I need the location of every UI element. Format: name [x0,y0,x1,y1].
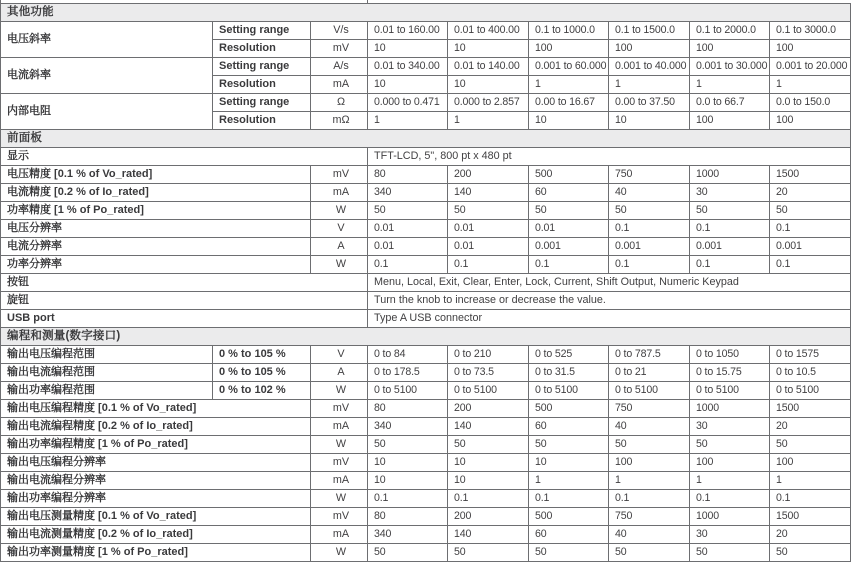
row-value: 40 [609,418,690,436]
row-value: 750 [609,508,690,526]
row-value: Turn the knob to increase or decrease the value. [368,292,851,310]
row-value: 140 [448,184,529,202]
row-value: 50 [690,202,770,220]
row-value: 50 [529,202,609,220]
row-value: 0.1 [368,256,448,274]
row-subcell: Setting range [213,94,311,112]
row-value: 10 [529,112,609,130]
row-value: 0.1 [609,490,690,508]
row-value: 0.01 to 140.00 [448,58,529,76]
row-value: 50 [609,544,690,562]
row-value: 0.01 to 160.00 [368,22,448,40]
row-value: 1 [529,472,609,490]
row-value: 0.1 [529,490,609,508]
row-value: 1500 [770,400,851,418]
row-unit: mV [311,166,368,184]
section-header-row [1,328,851,346]
row-value: 340 [368,526,448,544]
row-value: 0.1 [529,256,609,274]
row-value: 1500 [770,166,851,184]
row-value: 10 [529,454,609,472]
row-label: 电流斜率 [1,58,213,94]
row-label: 电压斜率 [1,22,213,58]
row-label: 旋钮 [1,292,368,310]
row-label: 电流分辨率 [1,238,311,256]
row-value: 200 [448,166,529,184]
row-unit: V [311,346,368,364]
row-unit: V/s [311,22,368,40]
row-unit: W [311,256,368,274]
row-value: 0 to 178.5 [368,364,448,382]
row-value: 0.01 [368,220,448,238]
table-row [1,184,851,202]
row-unit: W [311,382,368,400]
row-value: 0 to 1050 [690,346,770,364]
row-value: 10 [448,76,529,94]
row-value: 0.1 to 1000.0 [529,22,609,40]
row-value: 0.1 [770,220,851,238]
row-label: 输出功率编程精度 [1 % of Po_rated] [1,436,311,454]
row-value: 100 [690,112,770,130]
row-value: 0 to 10.5 [770,364,851,382]
row-value: 100 [609,454,690,472]
row-label: 输出电压测量精度 [0.1 % of Vo_rated] [1,508,311,526]
table-row [1,454,851,472]
row-value: 50 [368,202,448,220]
table-row [1,418,851,436]
row-label: 电压精度 [0.1 % of Vo_rated] [1,166,311,184]
row-unit: A [311,364,368,382]
table-row [1,346,851,364]
row-value: 1 [529,76,609,94]
row-value: 0.00 to 16.67 [529,94,609,112]
row-subcell: Resolution [213,112,311,130]
row-value: 10 [448,40,529,58]
row-unit: mV [311,454,368,472]
table-row [1,22,851,40]
row-value: 1 [609,76,690,94]
row-value: 0.0 to 150.0 [770,94,851,112]
row-unit: A/s [311,58,368,76]
row-subcell: 0 % to 105 % [213,346,311,364]
row-label: 按钮 [1,274,368,292]
row-value: 0 to 21 [609,364,690,382]
row-value: 0 to 5100 [690,382,770,400]
row-value: 1000 [690,508,770,526]
row-value: 0.1 [609,256,690,274]
row-value: 0 to 525 [529,346,609,364]
row-value: 0.001 [529,238,609,256]
table-row [1,256,851,274]
row-value: 20 [770,526,851,544]
row-label: 功率分辨率 [1,256,311,274]
row-value: 0.01 to 400.00 [448,22,529,40]
row-value: 1 [368,112,448,130]
row-label: 输出功率编程分辨率 [1,490,311,508]
row-value: 50 [368,544,448,562]
row-value: 340 [368,184,448,202]
table-row [1,292,851,310]
row-value: 1 [609,472,690,490]
row-unit: mA [311,418,368,436]
row-value: 50 [368,436,448,454]
row-label: 内部电阻 [1,94,213,130]
section-header-1: 前面板 [1,130,851,148]
row-value: 60 [529,418,609,436]
row-value: 50 [690,544,770,562]
row-value: 0.01 [529,220,609,238]
row-value: 0 to 5100 [448,382,529,400]
table-row [1,274,851,292]
row-unit: W [311,544,368,562]
row-label: 电流精度 [0.2 % of Io_rated] [1,184,311,202]
table-row [1,166,851,184]
row-value: 10 [609,112,690,130]
row-value: 140 [448,526,529,544]
row-label: 输出电压编程范围 [1,346,213,364]
row-value: 0.1 [770,256,851,274]
row-label: USB port [1,310,368,328]
row-value: 100 [770,40,851,58]
row-unit: mΩ [311,112,368,130]
table-row [1,544,851,562]
row-subcell: 0 % to 105 % [213,364,311,382]
row-unit: W [311,202,368,220]
row-value: 0.01 [448,238,529,256]
row-value: 500 [529,166,609,184]
row-value: 0.01 [368,238,448,256]
row-value: 500 [529,508,609,526]
row-value: 50 [690,436,770,454]
row-unit: mV [311,508,368,526]
row-value: 0 to 787.5 [609,346,690,364]
row-label: 输出功率测量精度 [1 % of Po_rated] [1,544,311,562]
row-value: 0.001 to 60.000 [529,58,609,76]
row-value: 30 [690,184,770,202]
table-row [1,526,851,544]
row-value: 0 to 5100 [529,382,609,400]
row-subcell: 0 % to 102 % [213,382,311,400]
row-value: 20 [770,418,851,436]
row-label: 显示 [1,148,368,166]
row-value: 10 [368,472,448,490]
row-label: 输出功率编程范围 [1,382,213,400]
table-row [1,382,851,400]
row-subcell: Setting range [213,58,311,76]
section-header-row [1,130,851,148]
row-label: 输出电流编程精度 [0.2 % of Io_rated] [1,418,311,436]
row-value: 60 [529,526,609,544]
row-value: 1 [448,112,529,130]
table-row [1,364,851,382]
row-value: 40 [609,184,690,202]
row-value: 0.1 to 2000.0 [690,22,770,40]
row-value: 0.1 [690,490,770,508]
table-row [1,310,851,328]
row-unit: mA [311,184,368,202]
table-row [1,94,851,112]
row-value: 100 [609,40,690,58]
row-value: 50 [448,544,529,562]
table-row [1,400,851,418]
row-value: 50 [770,202,851,220]
row-value: 0.000 to 0.471 [368,94,448,112]
row-value: 50 [529,436,609,454]
row-value: 10 [368,454,448,472]
row-value: 0 to 5100 [609,382,690,400]
row-value: 1500 [770,508,851,526]
row-value: 0.1 [448,490,529,508]
row-value: 750 [609,166,690,184]
row-value: 50 [770,544,851,562]
row-label: 输出电流编程分辨率 [1,472,311,490]
row-value: 0 to 1575 [770,346,851,364]
row-unit: mA [311,76,368,94]
row-value: TFT-LCD, 5", 800 pt x 480 pt [368,148,851,166]
row-value: 10 [368,40,448,58]
row-value: 0.001 to 30.000 [690,58,770,76]
row-value: 0 to 31.5 [529,364,609,382]
row-value: 10 [368,76,448,94]
row-value: 0 to 210 [448,346,529,364]
row-value: 80 [368,508,448,526]
section-header-row [1,4,851,22]
row-label: 输出电压编程精度 [0.1 % of Vo_rated] [1,400,311,418]
row-value: 30 [690,526,770,544]
row-value: 10 [448,454,529,472]
row-value: 0.01 to 340.00 [368,58,448,76]
row-value: 100 [770,112,851,130]
row-value: 0.0 to 66.7 [690,94,770,112]
row-label: 输出电流测量精度 [0.2 % of Io_rated] [1,526,311,544]
row-unit: A [311,238,368,256]
row-value: 0 to 84 [368,346,448,364]
row-value: 200 [448,508,529,526]
row-value: 0.1 [448,256,529,274]
row-value: 50 [448,202,529,220]
row-value: 100 [529,40,609,58]
row-value: 0 to 15.75 [690,364,770,382]
row-unit: mA [311,526,368,544]
table-row [1,472,851,490]
row-value: 140 [448,418,529,436]
row-value: 0.1 [770,490,851,508]
row-value: 0.1 [690,256,770,274]
table-row [1,202,851,220]
row-value: 0 to 73.5 [448,364,529,382]
row-value: 10 [448,472,529,490]
row-value: 750 [609,400,690,418]
row-value: 0.1 [609,220,690,238]
table-row [1,238,851,256]
row-value: 20 [770,184,851,202]
row-value: 50 [529,544,609,562]
row-value: 80 [368,400,448,418]
row-value: 50 [609,436,690,454]
table-row [1,148,851,166]
row-unit: Ω [311,94,368,112]
row-value: 60 [529,184,609,202]
row-value: 0.00 to 37.50 [609,94,690,112]
row-unit: mV [311,40,368,58]
row-value: Menu, Local, Exit, Clear, Enter, Lock, Current, Shift Output, Numeric Keypad [368,274,851,292]
row-value: 1000 [690,400,770,418]
section-header-0: 其他功能 [1,4,851,22]
row-value: 1 [690,472,770,490]
row-subcell: Resolution [213,76,311,94]
row-value: 0.001 to 20.000 [770,58,851,76]
spec-table-body [1,0,851,562]
row-value: 100 [690,40,770,58]
row-value: 0.001 to 40.000 [609,58,690,76]
row-value: 0.001 [770,238,851,256]
row-subcell: Resolution [213,40,311,58]
section-header-2: 编程和测量(数字接口) [1,328,851,346]
row-label: 功率精度 [1 % of Po_rated] [1,202,311,220]
row-label: 输出电压编程分辨率 [1,454,311,472]
table-row [1,508,851,526]
row-unit: W [311,436,368,454]
row-value: 0.000 to 2.857 [448,94,529,112]
table-row [1,220,851,238]
row-value: 200 [448,400,529,418]
row-value: 0.1 to 1500.0 [609,22,690,40]
row-value: 500 [529,400,609,418]
row-value: 340 [368,418,448,436]
row-value: 50 [770,436,851,454]
table-row [1,58,851,76]
row-value: 1000 [690,166,770,184]
row-value: 0.01 [448,220,529,238]
row-value: 0.001 [609,238,690,256]
row-value: 80 [368,166,448,184]
row-value: 40 [609,526,690,544]
row-value: 1 [770,472,851,490]
row-value: 50 [448,436,529,454]
row-value: 30 [690,418,770,436]
row-value: Type A USB connector [368,310,851,328]
row-value: 0.1 [368,490,448,508]
row-label: 电压分辨率 [1,220,311,238]
row-value: 50 [609,202,690,220]
row-value: 0.001 [690,238,770,256]
row-label: 输出电流编程范围 [1,364,213,382]
row-value: 0.1 [690,220,770,238]
row-value: 1 [770,76,851,94]
row-unit: mA [311,472,368,490]
row-value: 0 to 5100 [368,382,448,400]
table-row [1,436,851,454]
row-unit: mV [311,400,368,418]
table-row [1,490,851,508]
row-unit: W [311,490,368,508]
row-subcell: Setting range [213,22,311,40]
row-value: 0 to 5100 [770,382,851,400]
row-unit: V [311,220,368,238]
row-value: 1 [690,76,770,94]
row-value: 0.1 to 3000.0 [770,22,851,40]
row-value: 100 [690,454,770,472]
row-value: 100 [770,454,851,472]
